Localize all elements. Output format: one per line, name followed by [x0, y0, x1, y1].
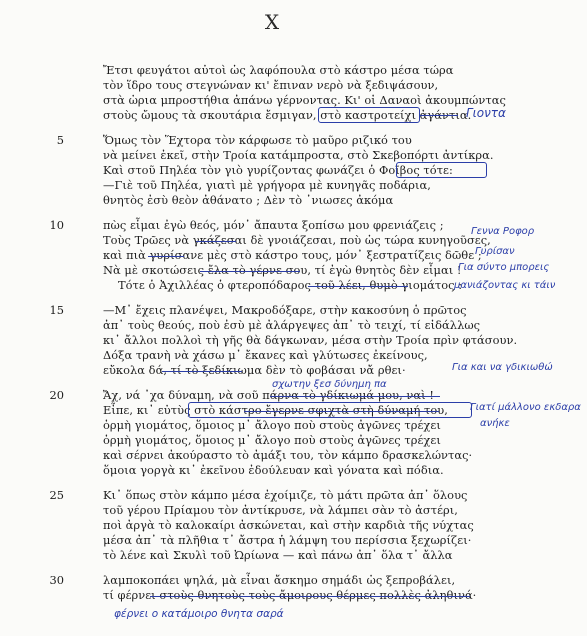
poem-line: Τότε ὁ Ἀχιλλέας ὁ φτεροπόδαρος τοῦ λέει, θυμὸ γιομάτος : — [118, 278, 463, 292]
poem-line: Ἄχ, νά ᾽χα δύναμη, νὰ σοῦ πάρνα τὸ γδίκιωμά μου, ναὶ ! — [103, 388, 434, 402]
line-number: 25 — [49, 488, 64, 502]
poem-line: καὶ σέρνει ἀκούραστο τὸ ἀμάξι του, τὸν κάμπο δρασκελώντας· — [103, 448, 473, 462]
poem-line: τὸν ἵδρο τους στεγνώναν κι' ἔπιναν νερὸ νὰ ξεδιψάσουν, — [103, 78, 439, 92]
line-number: 20 — [49, 388, 64, 402]
strike-mark — [308, 286, 408, 287]
margin-note: Για σύντο μπορεις — [458, 262, 550, 273]
ink-box-mark — [188, 402, 472, 418]
strike-mark — [200, 271, 300, 272]
margin-note: Γιατί μάλλονο εκδαρα — [470, 402, 581, 413]
poem-line: νὰ μείνει ἐκεῖ, στὴν Τροία κατάμπροστα, στὸ Σκεβοπόρτι ἀντίκρα. — [103, 148, 494, 162]
poem-line: στοὺς ὤμους τὰ σκουτάρια ἔσμιγαν, στὸ καστροτείχι ἀγάντια. — [103, 108, 472, 122]
line-number: 30 — [49, 573, 64, 587]
poem-line: Δόξα τρανὴ νὰ χάσω μ᾽ ἔκανες καὶ γλύτωσες ἐκείνους, — [103, 348, 428, 362]
poem-line: τοῦ γέρου Πρίαμου τὸν ἀντίκρυσε, νὰ λάμπει σὰν τὸ ἀστέρι, — [103, 503, 458, 517]
page-header-mark: X — [264, 10, 280, 34]
poem-line: λαμποκοπάει ψηλά, μὰ εἶναι ἄσκημο σημάδι ὡς ξεπροβάλει, — [103, 573, 456, 587]
poem-line: Ὅμως τὸν Ἕχτορα τὸν κάρφωσε τὸ μαῦρο ριζικό του — [103, 133, 412, 147]
poem-line: Κι᾽ ὅπως στὸν κάμπο μέσα ἐχοίμιζε, τὸ μάτι πρῶτα ἀπ᾽ ὅλους — [103, 488, 468, 502]
poem-line: στὰ ὡρια μπροστήθια ἀπάνω γέρνοντας. Κι' οἱ Δαναοὶ ἀκουμπώντας — [103, 93, 506, 107]
poem-line: εὔκολα δά, τί τὸ ξεδίκιωμα δὲν τὸ φοβάσαι νἄ ρθει· — [103, 363, 406, 377]
strike-mark — [420, 115, 458, 116]
margin-note: Γεννα Ροφορ — [471, 226, 535, 237]
strike-mark — [162, 371, 242, 372]
poem-line: μέσα ἀπ᾽ τὰ πλῆθια τ᾽ ἄστρα ἡ λάμψη του περίσσια ξεχωρίζει· — [103, 533, 472, 547]
margin-note: μανιάζοντας κι τάιν — [454, 280, 556, 291]
poem-line: Τοὺς Τρῶες νὰ γκάζεσαι δὲ γνοιάζεσαι, ποὺ ὡς τώρα κυνηγοῦσες, — [103, 233, 491, 247]
poem-line: —Γιὲ τοῦ Πηλέα, γιατὶ μὲ γρήγορα μὲ κυνηγᾶς ποδάρια, — [103, 178, 431, 192]
poem-line: θνητὸς ἐσὺ θεὸν ἀθάνατο ; Δὲν τὸ ᾽νιωσες ἀκόμα — [103, 193, 394, 207]
strike-mark — [244, 411, 439, 412]
margin-note: Γιοντα — [466, 106, 506, 120]
line-number: 10 — [49, 218, 64, 232]
margin-note: ανήκε — [480, 418, 510, 429]
strike-mark — [148, 256, 184, 257]
poem-line: πὼς εἶμαι ἐγὼ θεός, μόν᾽ ἄπαυτα ξοπίσω μου φρενιάζεις ; — [103, 218, 444, 232]
poem-line: Εἶπε, κι᾽ εὐτὺς στὸ κάστρο ἔγερνε σφιχτὰ στὴ δύναμή του, — [103, 403, 448, 417]
poem-line: καὶ πιὰ γυρίσανε μὲς στὸ κάστρο τους, μόν᾽ ξεστρατίζεις δῶθε ; — [103, 248, 482, 262]
poem-line: —Μ᾽ ἔχεις πλανέψει, Μακροδόξαρε, στὴν κακοσύνη ὁ πρῶτος — [103, 303, 467, 317]
poem-line: ποὶ ἀργὰ τὸ καλοκαίρι ἀσκώνεται, καὶ στὴν καρδιὰ τῆς νύχτας — [103, 518, 474, 532]
poem-line: ἀπ᾽ τοὺς θεούς, ποὺ ἐσὺ μὲ ἀλάργεψες ἀπ᾽ τὸ τειχί, τί εἰδάλλως — [103, 318, 481, 332]
line-number: 5 — [56, 133, 64, 147]
ink-box-mark — [318, 107, 420, 123]
ink-box-mark — [396, 162, 487, 178]
line-number: 15 — [49, 303, 64, 317]
poem-line: Καὶ στοῦ Πηλέα τὸν γιὸ γυρίζοντας φωνάζει ὁ Φοῖβος τότε: — [103, 163, 453, 177]
strike-mark — [150, 596, 470, 597]
correction-note: φέρνει ο κατάμοιρο θνητα σαρά — [114, 608, 284, 620]
poem-line: τὸ λένε καὶ Σκυλὶ τοῦ Ὠρίωνα — καὶ πάνω ἀπ᾽ ὅλα τ᾽ ἄλλα — [103, 548, 453, 562]
poem-line: ὁρμὴ γιομάτος, ὅμοιος μ᾽ ἄλογο ποὺ στοὺς ἀγῶνες τρέχει — [103, 418, 441, 432]
poem-line: ὁρμὴ γιομάτος, ὅμοιος μ᾽ ἄλογο ποὺ στοὺς ἀγῶνες τρέχει — [103, 433, 441, 447]
margin-note: Γυρίσαν — [475, 246, 515, 257]
poem-line: κι᾽ ἄλλοι πολλοὶ τὴ γῆς θὰ δάγκωναν, μέσα στὴν Τροία πρὶν φτάσουν. — [103, 333, 518, 347]
strike-mark — [196, 241, 236, 242]
poem-line: Ἔτσι φευγάτοι αὐτοὶ ὡς λαφόπουλα στὸ κάστρο μέσα τώρα — [103, 63, 454, 77]
strike-mark — [270, 396, 440, 397]
interlinear-note: σχωτην ξεσ δύνημη πα — [272, 379, 387, 390]
poem-line: ὅμοια γοργὰ κι᾽ ἐκεῖνου ἐδούλευαν καὶ γόνατα καὶ πόδια. — [103, 463, 444, 477]
poem-line: τί φέρνει στοὺς θνητοὺς τοὺς ἄμοιρους θέρμες πολλὲς ἀληθινά· — [103, 588, 477, 602]
margin-note: Για και να γδικιωθώ — [452, 362, 553, 373]
poem-line: Νὰ μὲ σκοτώσεις ἔλα τὸ γέρνε σου, τί ἐγὼ θνητὸς δὲν εἶμαι ! — [103, 263, 462, 277]
